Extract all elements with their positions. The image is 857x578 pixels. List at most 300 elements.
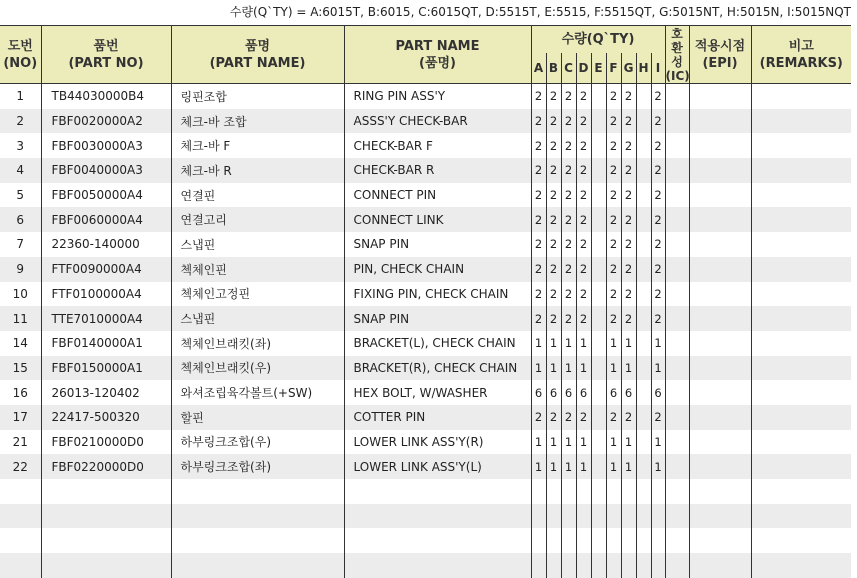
cell-qty-c: 2 [561, 257, 576, 282]
cell-qty-g: 2 [621, 183, 636, 208]
cell-qty-d: 2 [576, 207, 591, 232]
cell-epi [689, 504, 751, 529]
cell-qty-i: 2 [651, 405, 665, 430]
cell-qty-i: 1 [651, 356, 665, 381]
cell-qty-d [576, 553, 591, 578]
cell-qty-i: 2 [651, 133, 665, 158]
cell-part-name-en [344, 479, 531, 504]
cell-qty-i: 1 [651, 430, 665, 455]
cell-qty-a [531, 553, 546, 578]
col-header-part-name-kr [171, 26, 344, 84]
cell-part-no: FBF0030000A3 [41, 133, 171, 158]
cell-qty-d: 2 [576, 84, 591, 109]
cell-remarks [751, 380, 851, 405]
cell-part-name-kr: 체크-바 조합 [171, 109, 344, 134]
cell-no: 9 [0, 257, 41, 282]
cell-remarks [751, 356, 851, 381]
table-row [0, 257, 851, 282]
cell-remarks [751, 183, 851, 208]
cell-remarks [751, 158, 851, 183]
cell-remarks [751, 306, 851, 331]
cell-no: 3 [0, 133, 41, 158]
cell-qty-h [636, 454, 651, 479]
cell-qty-d: 1 [576, 430, 591, 455]
cell-qty-g: 2 [621, 405, 636, 430]
cell-qty-f: 2 [606, 207, 621, 232]
cell-qty-g: 2 [621, 158, 636, 183]
col-header-epi [689, 26, 751, 84]
cell-qty-g: 2 [621, 207, 636, 232]
cell-qty-g: 1 [621, 356, 636, 381]
cell-part-name-en: ASSS'Y CHECK-BAR [344, 109, 531, 134]
cell-no: 16 [0, 380, 41, 405]
cell-part-no: FTF0100000A4 [41, 282, 171, 307]
cell-remarks [751, 405, 851, 430]
cell-qty-i [651, 528, 665, 553]
quantity-legend: 수량(Q`TY) = A:6015T, B:6015, C:6015QT, D:5515T, E:5515, F:5515QT, G:5015NT, H:5015N, I:5015NQT [229, 5, 851, 19]
cell-epi [689, 553, 751, 578]
cell-part-no: FBF0050000A4 [41, 183, 171, 208]
cell-qty-c: 2 [561, 109, 576, 134]
col-header-part-name-en-line1: PART NAME [395, 38, 480, 54]
cell-qty-g [621, 504, 636, 529]
cell-qty-b: 1 [546, 356, 561, 381]
cell-qty-c: 2 [561, 158, 576, 183]
cell-qty-a: 1 [531, 454, 546, 479]
cell-ic [665, 109, 689, 134]
cell-qty-b: 2 [546, 232, 561, 257]
cell-qty-a: 2 [531, 84, 546, 109]
cell-remarks [751, 553, 851, 578]
cell-qty-f: 2 [606, 133, 621, 158]
cell-remarks [751, 528, 851, 553]
cell-qty-b: 2 [546, 109, 561, 134]
cell-remarks [751, 282, 851, 307]
cell-qty-b: 2 [546, 84, 561, 109]
cell-no: 2 [0, 109, 41, 134]
col-header-epi-en: (EPI) [702, 55, 738, 71]
cell-qty-e [591, 109, 606, 134]
cell-no [0, 504, 41, 529]
cell-ic [665, 479, 689, 504]
cell-epi [689, 405, 751, 430]
cell-qty-e [591, 405, 606, 430]
cell-qty-i [651, 553, 665, 578]
cell-qty-f: 2 [606, 109, 621, 134]
cell-ic [665, 183, 689, 208]
cell-epi [689, 257, 751, 282]
cell-qty-f: 2 [606, 232, 621, 257]
table-row [0, 183, 851, 208]
cell-ic [665, 158, 689, 183]
cell-qty-b: 2 [546, 207, 561, 232]
col-header-part-no-kr: 품번 [93, 38, 119, 54]
cell-no [0, 528, 41, 553]
col-header-ic-3: 성 [671, 54, 683, 69]
cell-qty-a: 2 [531, 207, 546, 232]
cell-qty-e [591, 380, 606, 405]
cell-qty-a [531, 528, 546, 553]
cell-qty-c: 2 [561, 405, 576, 430]
cell-qty-i: 2 [651, 84, 665, 109]
cell-no: 17 [0, 405, 41, 430]
cell-ic [665, 207, 689, 232]
col-header-qty-h: H [636, 53, 651, 84]
cell-no: 5 [0, 183, 41, 208]
cell-part-name-en [344, 504, 531, 529]
cell-qty-g: 2 [621, 133, 636, 158]
cell-remarks [751, 454, 851, 479]
cell-qty-h [636, 380, 651, 405]
cell-qty-c [561, 553, 576, 578]
cell-qty-e [591, 84, 606, 109]
cell-qty-c: 2 [561, 232, 576, 257]
cell-qty-h [636, 331, 651, 356]
cell-qty-f: 2 [606, 405, 621, 430]
cell-qty-f: 1 [606, 356, 621, 381]
cell-qty-d: 6 [576, 380, 591, 405]
cell-qty-c: 1 [561, 356, 576, 381]
cell-qty-a: 6 [531, 380, 546, 405]
cell-qty-b: 2 [546, 405, 561, 430]
cell-remarks [751, 479, 851, 504]
cell-qty-e [591, 207, 606, 232]
col-header-qty-a: A [531, 53, 546, 84]
cell-qty-i: 2 [651, 232, 665, 257]
cell-qty-g [621, 553, 636, 578]
cell-part-name-en: COTTER PIN [344, 405, 531, 430]
table-row [0, 553, 851, 578]
cell-qty-e [591, 479, 606, 504]
cell-qty-f: 1 [606, 430, 621, 455]
cell-part-name-kr: 스냅핀 [171, 232, 344, 257]
cell-no: 4 [0, 158, 41, 183]
table-row [0, 331, 851, 356]
cell-qty-e [591, 306, 606, 331]
cell-part-no [41, 479, 171, 504]
cell-qty-b: 6 [546, 380, 561, 405]
cell-qty-f: 2 [606, 282, 621, 307]
cell-part-name-en [344, 528, 531, 553]
cell-remarks [751, 331, 851, 356]
cell-qty-b [546, 553, 561, 578]
cell-part-no: TB44030000B4 [41, 84, 171, 109]
cell-qty-i: 2 [651, 257, 665, 282]
cell-part-no: FBF0020000A2 [41, 109, 171, 134]
cell-qty-a: 2 [531, 306, 546, 331]
cell-qty-i: 1 [651, 331, 665, 356]
cell-qty-a [531, 479, 546, 504]
cell-qty-e [591, 454, 606, 479]
cell-no: 14 [0, 331, 41, 356]
cell-remarks [751, 504, 851, 529]
cell-part-name-kr: 와셔조립육각볼트(+SW) [171, 380, 344, 405]
table-row [0, 380, 851, 405]
cell-qty-i [651, 479, 665, 504]
cell-ic [665, 528, 689, 553]
cell-qty-e [591, 331, 606, 356]
table-row [0, 282, 851, 307]
cell-qty-f [606, 528, 621, 553]
cell-qty-d: 2 [576, 232, 591, 257]
cell-qty-h [636, 405, 651, 430]
table-row [0, 479, 851, 504]
cell-qty-d: 1 [576, 356, 591, 381]
cell-part-no [41, 504, 171, 529]
cell-qty-e [591, 158, 606, 183]
cell-remarks [751, 109, 851, 134]
table-row [0, 504, 851, 529]
cell-qty-a: 1 [531, 356, 546, 381]
cell-qty-h [636, 306, 651, 331]
cell-qty-c: 2 [561, 282, 576, 307]
cell-part-no: 22417-500320 [41, 405, 171, 430]
cell-qty-d: 2 [576, 282, 591, 307]
cell-qty-h [636, 133, 651, 158]
cell-qty-g [621, 479, 636, 504]
cell-qty-f: 2 [606, 306, 621, 331]
cell-qty-c [561, 504, 576, 529]
cell-qty-i: 2 [651, 306, 665, 331]
cell-epi [689, 232, 751, 257]
cell-qty-c: 1 [561, 454, 576, 479]
cell-qty-h [636, 109, 651, 134]
col-header-part-no [41, 26, 171, 84]
cell-part-name-kr: 할핀 [171, 405, 344, 430]
cell-epi [689, 380, 751, 405]
cell-qty-h [636, 528, 651, 553]
cell-qty-g: 2 [621, 84, 636, 109]
cell-qty-c: 2 [561, 133, 576, 158]
cell-part-name-kr: 체크-바 F [171, 133, 344, 158]
cell-qty-g [621, 528, 636, 553]
cell-qty-b [546, 479, 561, 504]
cell-part-name-kr: 첵체인핀 [171, 257, 344, 282]
cell-qty-d: 2 [576, 183, 591, 208]
col-header-qty-i: I [651, 53, 665, 84]
cell-qty-h [636, 84, 651, 109]
cell-qty-h [636, 356, 651, 381]
cell-qty-i: 6 [651, 380, 665, 405]
col-header-qty-g: G [621, 53, 636, 84]
cell-part-name-kr: 첵체인브래킷(우) [171, 356, 344, 381]
cell-qty-g: 2 [621, 257, 636, 282]
cell-qty-i [651, 504, 665, 529]
cell-qty-f [606, 479, 621, 504]
col-header-remarks [751, 26, 851, 84]
cell-part-name-en: LOWER LINK ASS'Y(L) [344, 454, 531, 479]
cell-part-name-en: RING PIN ASS'Y [344, 84, 531, 109]
cell-qty-e [591, 282, 606, 307]
table-row [0, 133, 851, 158]
cell-part-name-en: BRACKET(L), CHECK CHAIN [344, 331, 531, 356]
table-row [0, 430, 851, 455]
cell-no: 10 [0, 282, 41, 307]
cell-qty-g: 2 [621, 232, 636, 257]
cell-ic [665, 430, 689, 455]
cell-qty-h [636, 282, 651, 307]
cell-qty-e [591, 553, 606, 578]
col-header-part-name-en-line2: (품명) [419, 55, 456, 71]
cell-part-no: FBF0040000A3 [41, 158, 171, 183]
cell-part-name-en: PIN, CHECK CHAIN [344, 257, 531, 282]
cell-qty-c [561, 528, 576, 553]
cell-part-name-kr: 하부링크조합(우) [171, 430, 344, 455]
col-header-qty-b: B [546, 53, 561, 84]
cell-part-no: FBF0140000A1 [41, 331, 171, 356]
cell-epi [689, 109, 751, 134]
cell-ic [665, 504, 689, 529]
cell-part-name-kr: 체크-바 R [171, 158, 344, 183]
cell-qty-e [591, 430, 606, 455]
col-header-no-kr: 도번 [7, 38, 33, 54]
cell-qty-h [636, 158, 651, 183]
cell-qty-f: 1 [606, 454, 621, 479]
cell-part-no: TTE7010000A4 [41, 306, 171, 331]
cell-epi [689, 282, 751, 307]
cell-qty-b: 2 [546, 257, 561, 282]
cell-qty-a [531, 504, 546, 529]
cell-qty-b: 1 [546, 454, 561, 479]
cell-ic [665, 380, 689, 405]
table-row [0, 454, 851, 479]
cell-qty-e [591, 133, 606, 158]
cell-qty-b: 1 [546, 331, 561, 356]
cell-epi [689, 207, 751, 232]
cell-remarks [751, 430, 851, 455]
cell-qty-a: 1 [531, 430, 546, 455]
cell-qty-f: 6 [606, 380, 621, 405]
cell-epi [689, 84, 751, 109]
cell-part-no: FTF0090000A4 [41, 257, 171, 282]
cell-ic [665, 133, 689, 158]
cell-part-no: FBF0060000A4 [41, 207, 171, 232]
col-header-no-en: (NO) [3, 55, 38, 71]
cell-qty-b: 2 [546, 183, 561, 208]
col-header-qty-f: F [606, 53, 621, 84]
cell-qty-d: 2 [576, 257, 591, 282]
cell-qty-f: 2 [606, 84, 621, 109]
table-body [0, 84, 851, 578]
cell-qty-d: 1 [576, 331, 591, 356]
cell-epi [689, 331, 751, 356]
cell-qty-i: 2 [651, 158, 665, 183]
cell-epi [689, 306, 751, 331]
table-row [0, 306, 851, 331]
cell-qty-a: 2 [531, 257, 546, 282]
cell-qty-f: 2 [606, 257, 621, 282]
col-header-qty-c: C [561, 53, 576, 84]
cell-part-no: FBF0210000D0 [41, 430, 171, 455]
cell-ic [665, 454, 689, 479]
cell-qty-e [591, 528, 606, 553]
cell-qty-h [636, 430, 651, 455]
cell-no: 22 [0, 454, 41, 479]
cell-remarks [751, 133, 851, 158]
cell-qty-g: 2 [621, 282, 636, 307]
cell-qty-h [636, 479, 651, 504]
parts-list-table [0, 25, 851, 578]
cell-ic [665, 331, 689, 356]
cell-qty-h [636, 232, 651, 257]
cell-epi [689, 479, 751, 504]
col-header-qty-e: E [591, 53, 606, 84]
table-row [0, 207, 851, 232]
cell-qty-d [576, 528, 591, 553]
parts-list-table-wrapper [0, 25, 851, 571]
cell-remarks [751, 84, 851, 109]
cell-qty-e [591, 257, 606, 282]
cell-ic [665, 356, 689, 381]
cell-no: 21 [0, 430, 41, 455]
cell-ic [665, 232, 689, 257]
cell-qty-a: 2 [531, 109, 546, 134]
table-header [0, 26, 851, 84]
col-header-part-name-en [344, 26, 531, 84]
table-row [0, 405, 851, 430]
cell-epi [689, 158, 751, 183]
cell-part-name-en: LOWER LINK ASS'Y(R) [344, 430, 531, 455]
cell-qty-a: 2 [531, 405, 546, 430]
col-header-ic [665, 26, 689, 84]
cell-qty-h [636, 183, 651, 208]
cell-part-name-en [344, 553, 531, 578]
cell-qty-d: 2 [576, 109, 591, 134]
col-header-qty: 수량(Q`TY) [531, 26, 665, 54]
cell-qty-f: 1 [606, 331, 621, 356]
cell-qty-d: 1 [576, 454, 591, 479]
cell-qty-c: 2 [561, 183, 576, 208]
cell-ic [665, 553, 689, 578]
cell-part-no: FBF0220000D0 [41, 454, 171, 479]
cell-qty-h [636, 504, 651, 529]
cell-qty-c: 6 [561, 380, 576, 405]
cell-ic [665, 257, 689, 282]
table-row [0, 109, 851, 134]
cell-part-name-kr: 연결고리 [171, 207, 344, 232]
cell-qty-i: 2 [651, 282, 665, 307]
cell-qty-d: 2 [576, 405, 591, 430]
cell-qty-b: 1 [546, 430, 561, 455]
cell-qty-c: 2 [561, 306, 576, 331]
cell-ic [665, 84, 689, 109]
cell-part-name-kr [171, 553, 344, 578]
cell-qty-b: 2 [546, 133, 561, 158]
cell-no: 6 [0, 207, 41, 232]
cell-qty-f [606, 504, 621, 529]
cell-part-name-en: CHECK-BAR F [344, 133, 531, 158]
cell-part-name-kr [171, 528, 344, 553]
cell-qty-c: 1 [561, 331, 576, 356]
cell-ic [665, 405, 689, 430]
cell-ic [665, 306, 689, 331]
cell-part-name-kr: 스냅핀 [171, 306, 344, 331]
col-header-remarks-kr: 비고 [788, 38, 814, 54]
cell-ic [665, 282, 689, 307]
cell-qty-g: 2 [621, 306, 636, 331]
cell-qty-b: 2 [546, 158, 561, 183]
cell-qty-i: 2 [651, 207, 665, 232]
col-header-ic-1: 호 [671, 26, 683, 41]
cell-qty-b: 2 [546, 282, 561, 307]
cell-part-no: 26013-120402 [41, 380, 171, 405]
cell-qty-g: 6 [621, 380, 636, 405]
cell-remarks [751, 207, 851, 232]
cell-qty-d: 2 [576, 158, 591, 183]
table-row [0, 356, 851, 381]
cell-qty-a: 2 [531, 232, 546, 257]
cell-part-no: 22360-140000 [41, 232, 171, 257]
